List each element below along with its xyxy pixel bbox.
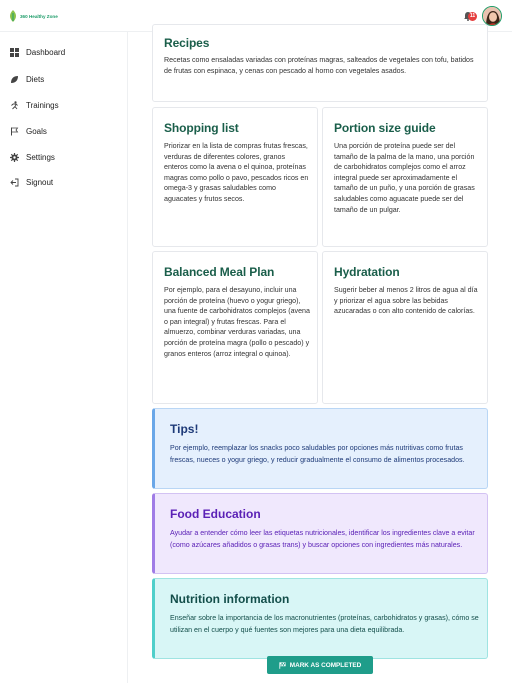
leaf-icon — [10, 75, 19, 84]
sidebar-item-label: Trainings — [26, 100, 59, 110]
food-education-title: Food Education — [170, 507, 261, 521]
recipes-card — [152, 24, 488, 102]
sidebar-item-trainings[interactable] — [10, 99, 59, 111]
hydration-title: Hydratation — [334, 265, 400, 279]
sidebar-nav — [0, 32, 128, 683]
shopping-list-card — [152, 107, 318, 247]
nutrition-info-body: Enseñar sobre la importancia de los macronutrientes (proteínas, carbohidratos y grasas), cómo se utilizan en el cuerpo y qué fuentes son mejores para una dieta equilibrada. — [170, 614, 479, 634]
sidebar-item-signout[interactable] — [10, 176, 53, 188]
gear-icon — [10, 153, 19, 162]
portion-size-body: Una porción de proteína puede ser del tamaño de la palma de la mano, una porción de carbohidratos complejos como el arroz integral puede ser aproximadamente el tamaño de un puño, y una porción de grasas saludables como aguacate puede ser del tamaño de un pulgar. — [334, 142, 475, 214]
hydration-card — [322, 251, 488, 404]
sidebar-item-diets[interactable] — [10, 73, 44, 85]
logo-text: 360 Healthy Zone — [20, 13, 58, 19]
dashboard-icon — [10, 48, 19, 57]
sidebar-item-settings[interactable] — [10, 151, 55, 163]
mark-as-completed-button[interactable] — [267, 656, 373, 674]
shopping-list-body: Priorizar en la lista de compras frutas frescas, verduras de diferentes colores, granos enteros como la avena o el quinoa, proteínas magras como pollo o pavo, pescados ricos en omega-3 y grasas saludables como aguacates y frutos secos. — [164, 142, 309, 203]
portion-size-title: Portion size guide — [334, 121, 436, 135]
sidebar-item-label: Dashboard — [26, 47, 66, 57]
checkered-flag-icon — [279, 662, 286, 669]
running-icon — [10, 101, 19, 110]
notification-badge: 11 — [469, 13, 476, 19]
leaf-logo-icon — [9, 10, 17, 22]
flag-icon — [10, 127, 19, 136]
food-education-card — [152, 493, 488, 574]
food-education-body: Ayudar a entender cómo leer las etiquetas nutricionales, identificar los ingredientes clave a evitar (como azúcares añadidos o grasas trans) y buscar opciones con ingredientes más naturales. — [170, 529, 475, 549]
tips-body: Por ejemplo, reemplazar los snacks poco saludables por opciones más nutritivas como frutas frescas, nueces o yogur griego, y reducir gradualmente el consumo de alimentos procesados. — [170, 444, 465, 464]
tips-card — [152, 408, 488, 489]
hydration-body: Sugerir beber al menos 2 litros de agua al día y priorizar el agua sobre las bebidas azucaradas o con alto contenido de calorías. — [334, 286, 478, 316]
shopping-list-title: Shopping list — [164, 121, 239, 135]
nutrition-info-title: Nutrition information — [170, 592, 290, 606]
meal-plan-title: Balanced Meal Plan — [164, 265, 275, 279]
meal-plan-body: Por ejemplo, para el desayuno, incluir una porción de proteína (huevo o yogur griego), una fuente de carbohidratos complejos (avena o pan integral) y frutas frescas. Para el almuerzo, combinar verduras variadas, una porción de proteína magra (pollo o pescado) y granos enteros (arroz integral o quinoa). — [164, 286, 310, 358]
recipes-title: Recipes — [164, 36, 210, 50]
nutrition-info-card — [152, 578, 488, 659]
user-avatar[interactable] — [482, 6, 502, 26]
recipes-body: Recetas como ensaladas variadas con proteínas magras, salteados de vegetales con tofu, batidos de frutas con espinaca, y cenas con pescado al horno con vegetales asados. — [164, 56, 474, 75]
mark-as-completed-label: MARK AS COMPLETED — [289, 661, 362, 669]
tips-title: Tips! — [170, 422, 199, 436]
app-logo[interactable] — [9, 10, 60, 22]
meal-plan-card — [152, 251, 318, 404]
sidebar-item-label: Settings — [26, 152, 55, 162]
signout-icon — [10, 178, 19, 187]
sidebar-item-dashboard[interactable] — [10, 46, 65, 58]
sidebar-item-label: Goals — [26, 126, 47, 136]
portion-size-card — [322, 107, 488, 247]
sidebar-item-goals[interactable] — [10, 125, 47, 137]
sidebar-item-label: Diets — [26, 74, 45, 84]
sidebar-item-label: Signout — [26, 177, 54, 187]
